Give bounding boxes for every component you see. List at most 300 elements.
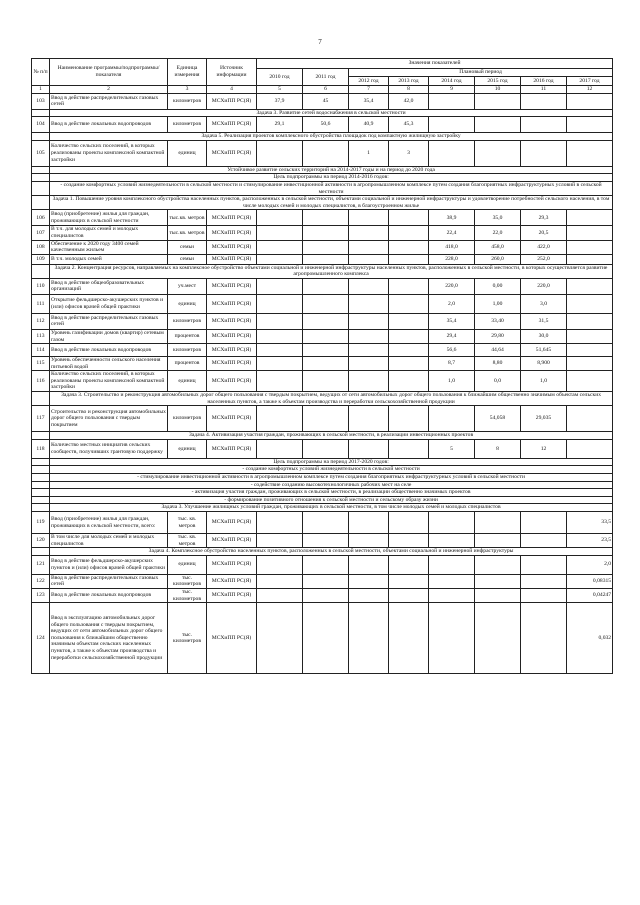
indicator-name: Ввод в эксплуатацию автомобильных дорог общего пользования с твердым покрытием, ведущих от сети автомобильных дорог общего пользования к ближайшим общественно значимым объектам сельских населенных пунктов, а также к объектам производства и переработки сельскохозяйственной продукции bbox=[50, 603, 168, 674]
value-cell: 40,9 bbox=[349, 117, 389, 133]
unit-cell: тыс. километров bbox=[168, 588, 207, 602]
section-row bbox=[32, 392, 613, 406]
value-cell bbox=[521, 140, 567, 166]
unit-cell: процентов bbox=[168, 329, 207, 343]
source-cell: МСХиПП РС(Я) bbox=[207, 371, 257, 392]
header-planned: Плановый период bbox=[349, 69, 613, 77]
value-cell bbox=[257, 555, 303, 574]
value-cell: 38,9 bbox=[429, 210, 475, 226]
value-cell bbox=[349, 344, 389, 357]
value-cell bbox=[257, 574, 303, 588]
value-cell bbox=[521, 93, 567, 109]
value-cell bbox=[389, 344, 429, 357]
row-number: 113 bbox=[32, 329, 50, 343]
section-title: Задача 5. Реализация проектов комплексного обустройства площадок под компактную жилищную застройку bbox=[50, 133, 613, 141]
value-cell bbox=[389, 240, 429, 254]
header-2015: 2015 год bbox=[475, 77, 521, 86]
value-cell bbox=[429, 588, 475, 602]
unit-cell: километров bbox=[168, 344, 207, 357]
table-row bbox=[32, 254, 613, 264]
table-row bbox=[32, 588, 613, 602]
source-cell: МСХиПП РС(Я) bbox=[207, 210, 257, 226]
value-cell bbox=[349, 294, 389, 313]
value-cell bbox=[257, 140, 303, 166]
section-title: - стимулирование инвестиционной активности в агропромышленном комплексе путем создания благоприятных инфраструктурных условий в сельской местности bbox=[50, 474, 613, 482]
value-cell bbox=[349, 240, 389, 254]
value-cell bbox=[303, 512, 349, 534]
value-cell bbox=[567, 140, 613, 166]
value-cell bbox=[567, 439, 613, 458]
section-num-cell bbox=[32, 264, 50, 278]
section-title: - создание комфортных условий жизнедеятельности в сельской местности bbox=[50, 466, 613, 474]
value-cell bbox=[521, 512, 567, 534]
section-row bbox=[32, 196, 613, 210]
value-cell bbox=[567, 278, 613, 294]
value-cell bbox=[303, 278, 349, 294]
unit-cell: семьи bbox=[168, 240, 207, 254]
table-row bbox=[32, 278, 613, 294]
value-cell: 30,0 bbox=[521, 329, 567, 343]
section-num-cell bbox=[32, 109, 50, 117]
value-cell bbox=[521, 574, 567, 588]
header-2014: 2014 год bbox=[429, 77, 475, 86]
value-cell: 35,0 bbox=[475, 210, 521, 226]
value-cell bbox=[389, 588, 429, 602]
value-cell bbox=[567, 344, 613, 357]
indicator-name: Ввод в действие распределительных газовых сетей bbox=[50, 313, 168, 329]
value-cell bbox=[349, 371, 389, 392]
section-row bbox=[32, 109, 613, 117]
row-number: 118 bbox=[32, 439, 50, 458]
section-row bbox=[32, 466, 613, 474]
colnum: 5 bbox=[257, 86, 303, 94]
value-cell: 33,5 bbox=[567, 512, 613, 534]
value-cell: 23,5 bbox=[567, 534, 613, 548]
header-name: Наименование программы/подпрограммы/показателя bbox=[50, 59, 168, 86]
value-cell bbox=[349, 555, 389, 574]
row-number: 120 bbox=[32, 534, 50, 548]
value-cell bbox=[303, 254, 349, 264]
value-cell bbox=[429, 534, 475, 548]
colnum: 9 bbox=[429, 86, 475, 94]
source-cell: МСХиПП РС(Я) bbox=[207, 603, 257, 674]
value-cell bbox=[389, 555, 429, 574]
value-cell: 51,645 bbox=[521, 344, 567, 357]
table-row bbox=[32, 329, 613, 343]
value-cell bbox=[257, 344, 303, 357]
table-row bbox=[32, 555, 613, 574]
value-cell bbox=[349, 254, 389, 264]
value-cell bbox=[389, 371, 429, 392]
value-cell: 1,0 bbox=[521, 371, 567, 392]
value-cell bbox=[429, 140, 475, 166]
section-row bbox=[32, 174, 613, 182]
unit-cell: тыс. километров bbox=[168, 603, 207, 674]
value-cell bbox=[349, 534, 389, 548]
value-cell: 31,5 bbox=[521, 313, 567, 329]
colnum: 7 bbox=[349, 86, 389, 94]
value-cell: 45,3 bbox=[389, 117, 429, 133]
colnum: 2 bbox=[50, 86, 168, 94]
indicator-name: Ввод в действие локальных водопроводов bbox=[50, 344, 168, 357]
value-cell bbox=[389, 329, 429, 343]
value-cell bbox=[303, 555, 349, 574]
source-cell: МСХиПП РС(Я) bbox=[207, 357, 257, 371]
value-cell: 35,4 bbox=[349, 93, 389, 109]
table-row bbox=[32, 357, 613, 371]
source-cell: МСХиПП РС(Я) bbox=[207, 406, 257, 432]
source-cell: МСХиПП РС(Я) bbox=[207, 512, 257, 534]
value-cell bbox=[567, 406, 613, 432]
colnum: 4 bbox=[207, 86, 257, 94]
value-cell bbox=[475, 603, 521, 674]
section-num-cell bbox=[32, 481, 50, 489]
value-cell bbox=[349, 603, 389, 674]
section-row bbox=[32, 264, 613, 278]
source-cell: МСХиПП РС(Я) bbox=[207, 588, 257, 602]
value-cell bbox=[349, 406, 389, 432]
row-number: 122 bbox=[32, 574, 50, 588]
source-cell: МСХиПП РС(Я) bbox=[207, 140, 257, 166]
value-cell: 8 bbox=[475, 439, 521, 458]
value-cell bbox=[349, 226, 389, 240]
section-row bbox=[32, 166, 613, 174]
row-number: 106 bbox=[32, 210, 50, 226]
section-title: Задача 4. Активизация участия граждан, проживающих в сельской местности, в реализации инвестиционных проектов bbox=[50, 432, 613, 440]
value-cell bbox=[429, 93, 475, 109]
section-row bbox=[32, 133, 613, 141]
unit-cell: единиц bbox=[168, 294, 207, 313]
section-row bbox=[32, 481, 613, 489]
value-cell bbox=[389, 534, 429, 548]
header-2013: 2013 год bbox=[389, 77, 429, 86]
value-cell bbox=[429, 512, 475, 534]
section-num-cell bbox=[32, 548, 50, 556]
value-cell bbox=[349, 313, 389, 329]
table-row bbox=[32, 534, 613, 548]
section-num-cell bbox=[32, 466, 50, 474]
value-cell bbox=[303, 588, 349, 602]
header-source: Источник информации bbox=[207, 59, 257, 86]
value-cell: 0,0 bbox=[475, 371, 521, 392]
value-cell bbox=[303, 357, 349, 371]
value-cell: 29,3 bbox=[521, 210, 567, 226]
colnum: 6 bbox=[303, 86, 349, 94]
value-cell bbox=[303, 140, 349, 166]
value-cell bbox=[303, 240, 349, 254]
row-number: 111 bbox=[32, 294, 50, 313]
table-row bbox=[32, 344, 613, 357]
value-cell bbox=[349, 512, 389, 534]
source-cell: МСХиПП РС(Я) bbox=[207, 278, 257, 294]
section-num-cell bbox=[32, 504, 50, 512]
value-cell: 5 bbox=[429, 439, 475, 458]
value-cell: 29,1 bbox=[257, 117, 303, 133]
section-title: - формирование позитивного отношения к сельской местности и сельскому образу жизни bbox=[50, 496, 613, 504]
indicator-name: Количество сельских поселений, в которых реализованы проекты комплексной компактной застройки bbox=[50, 371, 168, 392]
section-row bbox=[32, 489, 613, 497]
row-number: 123 bbox=[32, 588, 50, 602]
section-num-cell bbox=[32, 181, 50, 195]
value-cell bbox=[389, 254, 429, 264]
source-cell: МСХиПП РС(Я) bbox=[207, 329, 257, 343]
row-number: 121 bbox=[32, 555, 50, 574]
value-cell bbox=[389, 278, 429, 294]
value-cell bbox=[257, 313, 303, 329]
value-cell bbox=[349, 329, 389, 343]
value-cell: 418,0 bbox=[429, 240, 475, 254]
unit-cell: тыс.кв. метров bbox=[168, 226, 207, 240]
header-2011: 2011 год bbox=[303, 69, 349, 86]
section-row bbox=[32, 504, 613, 512]
unit-cell: процентов bbox=[168, 357, 207, 371]
value-cell bbox=[429, 117, 475, 133]
indicator-name: Обеспечение к 2020 году 3400 семей качественным жильем bbox=[50, 240, 168, 254]
value-cell bbox=[349, 278, 389, 294]
table-row bbox=[32, 371, 613, 392]
value-cell: 228,0 bbox=[429, 254, 475, 264]
value-cell: 1,00 bbox=[475, 294, 521, 313]
value-cell bbox=[567, 357, 613, 371]
section-num-cell bbox=[32, 196, 50, 210]
value-cell bbox=[475, 574, 521, 588]
section-num-cell bbox=[32, 496, 50, 504]
value-cell bbox=[257, 371, 303, 392]
value-cell bbox=[303, 210, 349, 226]
value-cell: 20,5 bbox=[521, 226, 567, 240]
value-cell bbox=[389, 226, 429, 240]
value-cell bbox=[303, 371, 349, 392]
value-cell bbox=[567, 117, 613, 133]
value-cell: 2,0 bbox=[567, 555, 613, 574]
section-row bbox=[32, 181, 613, 195]
value-cell bbox=[389, 512, 429, 534]
unit-cell: тыс. кв. метров bbox=[168, 512, 207, 534]
section-num-cell bbox=[32, 432, 50, 440]
value-cell: 29,80 bbox=[475, 329, 521, 343]
colnum: 1 bbox=[32, 86, 50, 94]
value-cell: 0,08315 bbox=[567, 574, 613, 588]
value-cell bbox=[389, 406, 429, 432]
indicator-name: Ввод (приобретение) жилья для граждан, проживающих в сельской местности, всего: bbox=[50, 512, 168, 534]
value-cell: 44,64 bbox=[475, 344, 521, 357]
value-cell bbox=[429, 406, 475, 432]
section-title: Задача 4. Комплексное обустройство населенных пунктов, расположенных в сельской местности, объектами социальной и инженерной инфраструктуры bbox=[50, 548, 613, 556]
value-cell bbox=[257, 534, 303, 548]
row-number: 115 bbox=[32, 357, 50, 371]
indicator-name: Ввод в действие распределительных газовых сетей bbox=[50, 93, 168, 109]
value-cell: 22,4 bbox=[429, 226, 475, 240]
value-cell bbox=[257, 226, 303, 240]
value-cell: 3 bbox=[389, 140, 429, 166]
value-cell: 422,0 bbox=[521, 240, 567, 254]
row-number: 124 bbox=[32, 603, 50, 674]
indicator-name: Ввод в действие общеобразовательных организаций bbox=[50, 278, 168, 294]
row-number: 103 bbox=[32, 93, 50, 109]
section-title: Задача 1. Повышение уровня комплексного обустройства населенных пунктов, расположенных в сельской местности, объектами социальной и инженерной инфраструктуры и удовлетворение потребностей сельского населения, в том числе молодых семей и молодых специалистов, в благоустроенном жилье bbox=[50, 196, 613, 210]
section-title: - активизация участия граждан, проживающих в сельской местности, в реализации общественно значимых проектов bbox=[50, 489, 613, 497]
unit-cell: единиц bbox=[168, 371, 207, 392]
unit-cell: километров bbox=[168, 93, 207, 109]
value-cell bbox=[567, 210, 613, 226]
indicator-name: Открытие фельдшерско-акушерских пунктов и (или) офисов врачей общей практики bbox=[50, 294, 168, 313]
header-2016: 2016 год bbox=[521, 77, 567, 86]
value-cell bbox=[567, 313, 613, 329]
value-cell bbox=[303, 603, 349, 674]
colnum: 11 bbox=[521, 86, 567, 94]
value-cell: 50,6 bbox=[303, 117, 349, 133]
value-cell: 1 bbox=[349, 140, 389, 166]
value-cell bbox=[257, 278, 303, 294]
row-number: 107 bbox=[32, 226, 50, 240]
row-number: 119 bbox=[32, 512, 50, 534]
table-row bbox=[32, 406, 613, 432]
source-cell: МСХиПП РС(Я) bbox=[207, 294, 257, 313]
value-cell bbox=[257, 210, 303, 226]
value-cell bbox=[521, 588, 567, 602]
section-num-cell bbox=[32, 458, 50, 466]
value-cell bbox=[521, 117, 567, 133]
value-cell bbox=[521, 555, 567, 574]
value-cell: 1,0 bbox=[429, 371, 475, 392]
value-cell: 220,0 bbox=[521, 278, 567, 294]
unit-cell: единиц bbox=[168, 555, 207, 574]
value-cell bbox=[475, 117, 521, 133]
value-cell bbox=[429, 555, 475, 574]
section-row bbox=[32, 548, 613, 556]
colnum: 10 bbox=[475, 86, 521, 94]
value-cell bbox=[349, 439, 389, 458]
section-num-cell bbox=[32, 474, 50, 482]
value-cell bbox=[389, 574, 429, 588]
indicator-name: В т.ч. для молодых семей и молодых специалистов bbox=[50, 226, 168, 240]
value-cell bbox=[389, 294, 429, 313]
value-cell: 252,0 bbox=[521, 254, 567, 264]
value-cell bbox=[257, 329, 303, 343]
value-cell bbox=[567, 254, 613, 264]
unit-cell: километров bbox=[168, 117, 207, 133]
section-row bbox=[32, 458, 613, 466]
section-num-cell bbox=[32, 166, 50, 174]
value-cell bbox=[349, 210, 389, 226]
indicator-name: Ввод (приобретение) жилья для граждан, проживающих в сельской местности bbox=[50, 210, 168, 226]
value-cell bbox=[303, 534, 349, 548]
source-cell: МСХиПП РС(Я) bbox=[207, 240, 257, 254]
header-2017: 2017 год bbox=[567, 77, 613, 86]
section-row bbox=[32, 432, 613, 440]
value-cell bbox=[349, 574, 389, 588]
value-cell bbox=[389, 313, 429, 329]
section-title: Задача 3. Строительство и реконструкция автомобильных дорог общего пользования с твердым покрытием, ведущих от сети автомобильных дорог общего пользования к ближайшим общественно значимым объектам сельских населенных пунктов, а также к объектам производства и переработки сельскохозяйственной продукции bbox=[50, 392, 613, 406]
indicator-name: Ввод в действие локальных водопроводов bbox=[50, 588, 168, 602]
value-cell bbox=[567, 329, 613, 343]
value-cell bbox=[389, 357, 429, 371]
row-number: 110 bbox=[32, 278, 50, 294]
value-cell bbox=[429, 574, 475, 588]
header-2010: 2010 год bbox=[257, 69, 303, 86]
value-cell: 8,7 bbox=[429, 357, 475, 371]
unit-cell: километров bbox=[168, 406, 207, 432]
value-cell bbox=[303, 439, 349, 458]
indicator-name: Ввод в действие распределительных газовых сетей bbox=[50, 574, 168, 588]
row-number: 114 bbox=[32, 344, 50, 357]
value-cell bbox=[521, 534, 567, 548]
value-cell bbox=[475, 512, 521, 534]
indicator-name: Ввод в действие фельдшерско-акушерских пунктов и (или) офисов врачей общей практики bbox=[50, 555, 168, 574]
value-cell: 3,0 bbox=[521, 294, 567, 313]
value-cell bbox=[303, 344, 349, 357]
value-cell bbox=[567, 93, 613, 109]
table-row bbox=[32, 313, 613, 329]
value-cell: 42,0 bbox=[389, 93, 429, 109]
source-cell: МСХиПП РС(Я) bbox=[207, 439, 257, 458]
value-cell: 56,6 bbox=[429, 344, 475, 357]
section-title: Задача 3. Развитие сетей водоснабжения в сельской местности bbox=[50, 109, 613, 117]
row-number: 105 bbox=[32, 140, 50, 166]
table-row bbox=[32, 93, 613, 109]
source-cell: МСХиПП РС(Я) bbox=[207, 254, 257, 264]
indicator-name: В т.ч. молодых семей bbox=[50, 254, 168, 264]
value-cell bbox=[475, 534, 521, 548]
value-cell bbox=[257, 357, 303, 371]
value-cell: 8,80 bbox=[475, 357, 521, 371]
source-cell: МСХиПП РС(Я) bbox=[207, 534, 257, 548]
value-cell bbox=[303, 226, 349, 240]
value-cell bbox=[257, 439, 303, 458]
value-cell bbox=[303, 406, 349, 432]
value-cell: 29,4 bbox=[429, 329, 475, 343]
value-cell bbox=[257, 294, 303, 313]
table-row bbox=[32, 294, 613, 313]
indicator-name: Количество сельских поселений, в которых реализованы проекты комплексной компактной застройки bbox=[50, 140, 168, 166]
section-title: Задача 3. Улучшение жилищных условий граждан, проживающих в сельской местности, в том числе молодых семей и молодых специалистов bbox=[50, 504, 613, 512]
source-cell: МСХиПП РС(Я) bbox=[207, 313, 257, 329]
value-cell bbox=[389, 603, 429, 674]
source-cell: МСХиПП РС(Я) bbox=[207, 226, 257, 240]
source-cell: МСХиПП РС(Я) bbox=[207, 93, 257, 109]
value-cell bbox=[349, 357, 389, 371]
section-num-cell bbox=[32, 133, 50, 141]
value-cell bbox=[475, 93, 521, 109]
table-row bbox=[32, 603, 613, 674]
value-cell: 2,0 bbox=[429, 294, 475, 313]
unit-cell: единиц bbox=[168, 439, 207, 458]
section-title: - содействие созданию высокотехнологичных рабочих мест на селе bbox=[50, 481, 613, 489]
source-cell: МСХиПП РС(Я) bbox=[207, 344, 257, 357]
value-cell bbox=[389, 210, 429, 226]
section-num-cell bbox=[32, 489, 50, 497]
table-row bbox=[32, 226, 613, 240]
row-number: 112 bbox=[32, 313, 50, 329]
value-cell: 33,40 bbox=[475, 313, 521, 329]
value-cell bbox=[303, 574, 349, 588]
value-cell: 0,00 bbox=[475, 278, 521, 294]
table-row bbox=[32, 512, 613, 534]
value-cell bbox=[567, 294, 613, 313]
table-row bbox=[32, 140, 613, 166]
indicator-name: Уровень обеспеченности сельского населения питьевой водой bbox=[50, 357, 168, 371]
indicators-table bbox=[31, 58, 613, 674]
table-row bbox=[32, 574, 613, 588]
value-cell bbox=[349, 588, 389, 602]
table-row bbox=[32, 210, 613, 226]
unit-cell: тыс. кв. метров bbox=[168, 534, 207, 548]
section-title: Устойчивое развитие сельских территорий на 2014-2017 годы и на период до 2020 года bbox=[50, 166, 613, 174]
header-2012: 2012 год bbox=[349, 77, 389, 86]
unit-cell: километров bbox=[168, 313, 207, 329]
value-cell: 54,058 bbox=[475, 406, 521, 432]
value-cell bbox=[257, 588, 303, 602]
